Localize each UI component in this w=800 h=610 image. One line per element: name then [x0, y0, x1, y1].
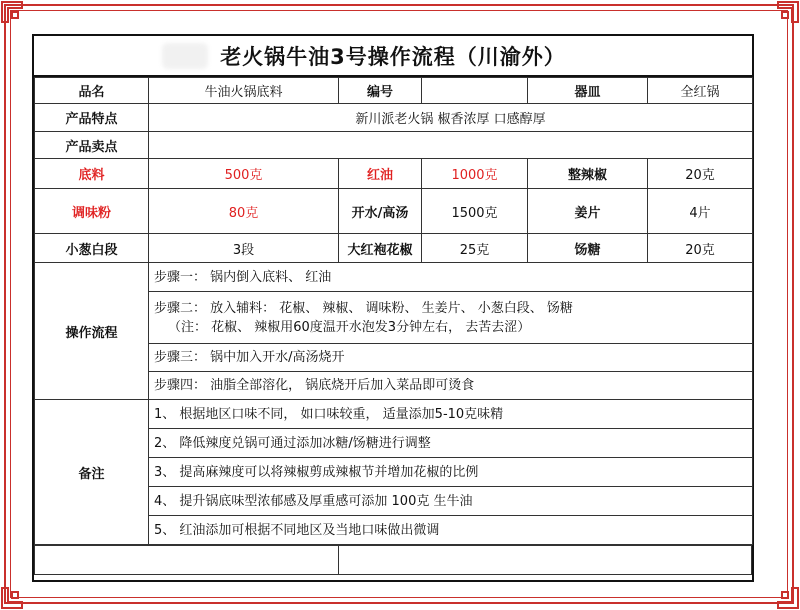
product-name-label: 品名	[35, 78, 149, 104]
selling-point-value	[149, 132, 753, 159]
table-row	[35, 78, 753, 104]
note-item: 5、 红油添加可根据不同地区及当地口味做出微调	[149, 516, 753, 545]
table-row	[35, 132, 753, 159]
corner-ornament-icon	[0, 584, 26, 610]
recipe-table	[34, 77, 753, 545]
process-step: 步骤三： 锅中加入开水/高汤烧开	[149, 344, 753, 372]
code-label: 编号	[339, 78, 422, 104]
ingredient-label: 调味粉	[35, 189, 149, 234]
vessel-label: 器皿	[528, 78, 648, 104]
process-label: 操作流程	[35, 263, 149, 400]
ingredient-label: 饧糖	[528, 234, 648, 263]
blank-cell	[339, 546, 752, 575]
table-row	[35, 546, 752, 575]
product-name-value: 牛油火锅底料	[149, 78, 339, 104]
signature-table	[34, 545, 752, 575]
ingredient-value: 20克	[648, 159, 753, 189]
process-step	[149, 292, 753, 344]
note-item: 1、 根据地区口味不同， 如口味较重， 适量添加5-10克味精	[149, 400, 753, 429]
ingredient-label: 开水/高汤	[339, 189, 422, 234]
ingredient-value: 20克	[648, 234, 753, 263]
notes-label: 备注	[35, 400, 149, 545]
process-step-line: 步骤二： 放入辅料： 花椒、 辣椒、 调味粉、 生姜片、 小葱白段、 饧糖	[154, 300, 573, 316]
table-row	[35, 234, 753, 263]
ingredient-value: 3段	[149, 234, 339, 263]
ingredient-label: 整辣椒	[528, 159, 648, 189]
table-row	[35, 400, 753, 429]
feature-label: 产品特点	[35, 104, 149, 132]
process-step: 步骤一： 锅内倒入底料、 红油	[149, 263, 753, 292]
corner-ornament-icon	[774, 0, 800, 26]
ingredient-value: 500克	[149, 159, 339, 189]
corner-ornament-icon	[774, 584, 800, 610]
selling-point-label: 产品卖点	[35, 132, 149, 159]
ingredient-value: 4片	[648, 189, 753, 234]
ingredient-label: 姜片	[528, 189, 648, 234]
note-item: 4、 提升锅底味型浓郁感及厚重感可添加 100克 生牛油	[149, 487, 753, 516]
ingredient-value: 1500克	[422, 189, 528, 234]
vessel-value: 全红锅	[648, 78, 753, 104]
note-item: 2、 降低辣度兑锅可通过添加冰糖/饧糖进行调整	[149, 429, 753, 458]
note-item: 3、 提高麻辣度可以将辣椒剪成辣椒节并增加花椒的比例	[149, 458, 753, 487]
table-row	[35, 104, 753, 132]
table-row	[35, 263, 753, 292]
ingredient-value: 80克	[149, 189, 339, 234]
document-title: 老火锅牛油3号操作流程（川渝外）	[220, 44, 566, 69]
feature-value: 新川派老火锅 椒香浓厚 口感醇厚	[149, 104, 753, 132]
blurred-logo	[162, 43, 208, 69]
process-step-note: （注： 花椒、 辣椒用60度温开水泡发3分钟左右， 去苦去涩）	[168, 319, 531, 335]
recipe-sheet	[32, 34, 754, 582]
ingredient-label: 底料	[35, 159, 149, 189]
corner-ornament-icon	[0, 0, 26, 26]
ingredient-value: 25克	[422, 234, 528, 263]
table-row	[35, 189, 753, 234]
table-row	[35, 159, 753, 189]
ingredient-label: 红油	[339, 159, 422, 189]
ingredient-label: 大红袍花椒	[339, 234, 422, 263]
process-step: 步骤四： 油脂全部溶化， 锅底烧开后加入菜品即可烫食	[149, 372, 753, 400]
ingredient-value: 1000克	[422, 159, 528, 189]
ingredient-label: 小葱白段	[35, 234, 149, 263]
blank-cell	[35, 546, 339, 575]
code-value	[422, 78, 528, 104]
title-row	[34, 36, 752, 77]
